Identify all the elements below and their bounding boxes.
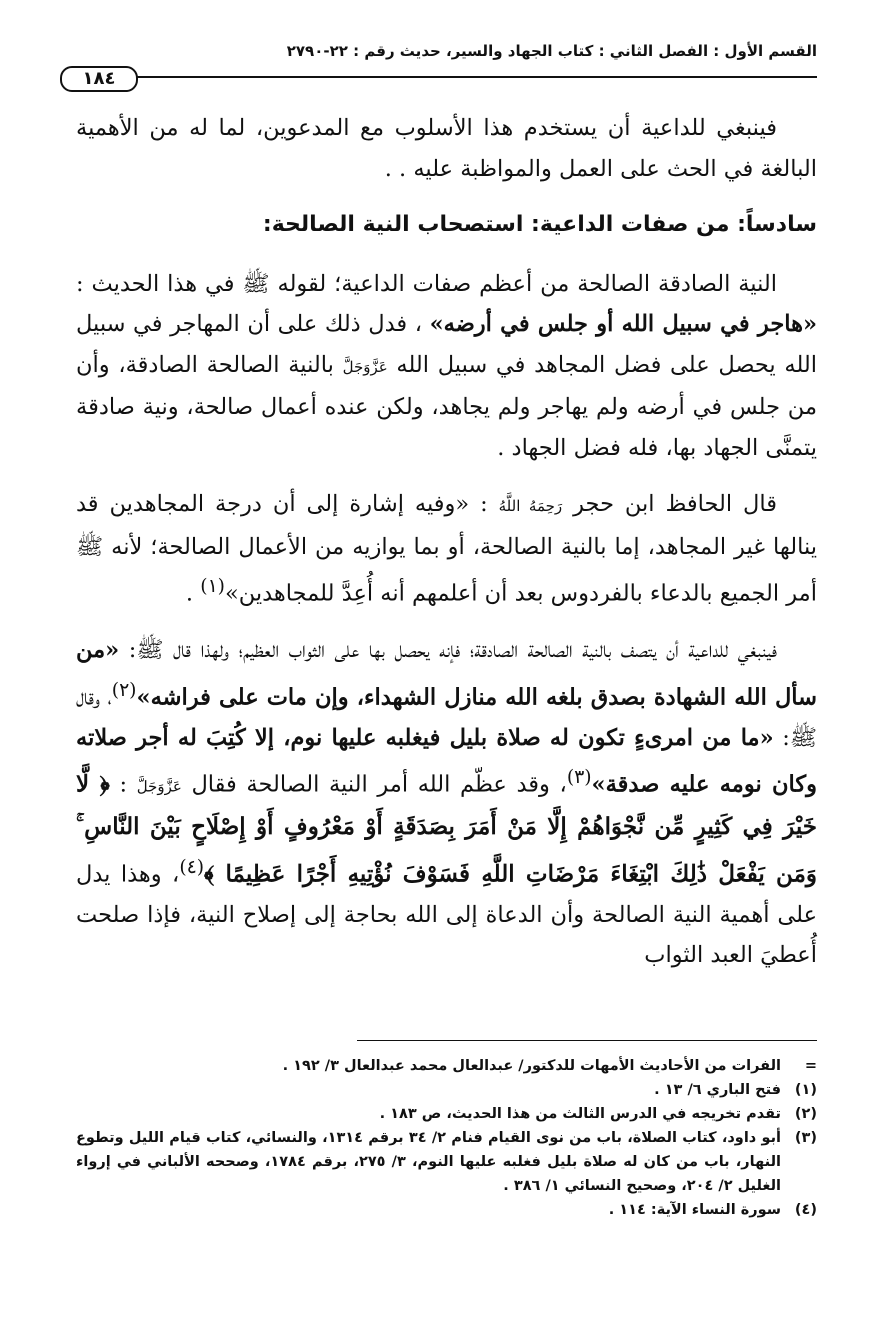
footnote-text: تقدم تخريجه في الدرس الثالث من هذا الحديث، ص ١٨٣ . — [379, 1106, 781, 1122]
footnote-ref: (٣) — [566, 767, 592, 788]
section-heading: سادساً: من صفات الداعية: استصحاب النية الصالحة: — [262, 212, 817, 237]
paragraph-1 — [76, 108, 817, 189]
paragraph-4-intro: فينبغي للداعية أن يتصف بالنية الصالحة الصادقة؛ فإنه يحصل بها على الثواب العظيم؛ ولهذا قال ﷺ: — [128, 637, 778, 663]
paragraph-4-colon: : — [119, 771, 128, 798]
paragraph-4-text: ، وقد عظّم الله أمر النية الصالحة فقال — [191, 771, 567, 798]
paragraph-4-rest: ، وهذا يدل على أهمية النية الصالحة وأن الدعاة إلى الله بحاجة إلى إصلاح النية، فإذا صلحت أُعطيَ العبد الثواب — [76, 861, 817, 968]
footnote-item — [76, 1102, 817, 1126]
main-text — [76, 108, 817, 992]
footnote-ref: (١) — [200, 576, 225, 597]
footnote-number: = — [804, 1058, 817, 1074]
quran-verse: ﴿ لَّا خَيْرَ فِي كَثِيرٍ مِّن نَّجْوَاهُمْ إِلَّا مَنْ أَمَرَ بِصَدَقَةٍ أَوْ مَعْرُوفٍ أَوْ إِصْلَاحٍ بَيْنَ النَّاسِ ۚ وَمَن يَفْعَلْ ذَٰلِكَ ابْتِغَاءَ مَرْضَاتِ اللَّهِ فَسَوْفَ نُؤْتِيهِ أَجْرًا عَظِيمًا ﴾ — [76, 770, 817, 887]
honorific: رَحِمَهُ اللَّهُ — [498, 497, 563, 515]
footnote-item — [76, 1054, 817, 1078]
paragraph-2-rest: بالنية الصالحة الصادقة، وأن من جلس في أرضه ولم يهاجر ولم يجاهد، ولكن عنده أعمال صالحة، ونية صادقة يتمنَّى الجهاد بها، فله فضل الجهاد . — [76, 351, 817, 461]
paragraph-2-intro: النية الصادقة الصالحة من أعظم صفات الداعية؛ لقوله ﷺ في هذا الحديث : — [76, 270, 777, 297]
page-number: ١٨٤ — [60, 66, 138, 92]
footnote-text: أبو داود، كتاب الصلاة، باب من نوى القيام فنام ٢/ ٣٤ برقم ١٣١٤، والنسائي، كتاب قيام الليل وتطوع النهار، باب من كان له صلاة بليل فغلبه عليها النوم، ٣/ ٢٧٥، برقم ١٧٨٤، وصححه الألباني في إرواء الغليل ٢/ ٢٠٤، وصحيح النسائي ١/ ٣٨٦ . — [76, 1130, 781, 1194]
paragraph-4-text: ، وقال ﷺ: — [76, 684, 817, 751]
paragraph-2-text: ، فدل ذلك على أن المهاجر في سبيل الله يحصل على فضل المجاهد في سبيل الله — [76, 311, 818, 378]
paragraph-3 — [76, 484, 817, 614]
footnote-divider — [357, 1040, 817, 1041]
footnote-text: فتح الباري ٦/ ١٣ . — [654, 1082, 781, 1098]
footnote-item — [76, 1198, 817, 1222]
footnote-text: سورة النساء الآية: ١١٤ . — [608, 1202, 781, 1218]
footnote-number: (١) — [794, 1082, 817, 1098]
header-title: القسم الأول : الفصل الثاني : كتاب الجهاد والسير، حديث رقم : ٢٢-٢٧٩٠ — [286, 42, 817, 60]
footnote-number: (٣) — [794, 1130, 817, 1146]
paragraph-4 — [76, 630, 817, 976]
running-header — [60, 40, 817, 89]
ibn-hajar-quote: : «وفيه إشارة إلى أن درجة المجاهدين قد ينالها غير المجاهد، إما بالنية الصالحة، أو بما يوازيه من الأعمال الصالحة؛ لأنه ﷺ أمر الجميع بالدعاء بالفردوس بعد أن أعلمهم أنه أُعِدَّ للمجاهدين» — [76, 491, 817, 607]
paragraph-2 — [76, 264, 817, 469]
footnotes — [76, 1054, 817, 1222]
footnote-ref: (٤) — [179, 856, 205, 878]
footnote-item — [76, 1126, 817, 1198]
honorific: عَزَّوَجَلَّ — [342, 357, 388, 376]
hadith-quote: «من سأل الله الشهادة بصدق بلغه الله منازل الشهداء، وإن مات على فراشه» — [76, 637, 817, 710]
paragraph-3-end: . — [185, 580, 194, 607]
paragraph-3-intro: قال الحافظ ابن حجر — [573, 491, 778, 517]
paragraph-1-text: فينبغي للداعية أن يستخدم هذا الأسلوب مع المدعوين، لما له من الأهمية البالغة في الحث على العمل والمواظبة عليه . . — [76, 115, 817, 182]
footnote-item — [76, 1078, 817, 1102]
header-divider — [136, 76, 817, 78]
footnote-ref: (٢) — [111, 679, 137, 701]
honorific: عَزَّوَجَلَّ — [136, 777, 182, 796]
footnote-text: الفرات من الأحاديث الأمهات للدكتور/ عبدالعال محمد عبدالعال ٣/ ١٩٢ . — [282, 1058, 781, 1074]
footnote-number: (٤) — [794, 1202, 817, 1218]
hadith-quote: «ما من امرىءٍ تكون له صلاة بليل فيغلبه عليها نوم، إلا كُتِبَ له أجر صلاته وكان نومه عليه صدقة» — [76, 724, 817, 798]
hadith-quote: «هاجر في سبيل الله أو جلس في أرضه» — [429, 311, 818, 337]
footnote-number: (٢) — [794, 1106, 817, 1122]
